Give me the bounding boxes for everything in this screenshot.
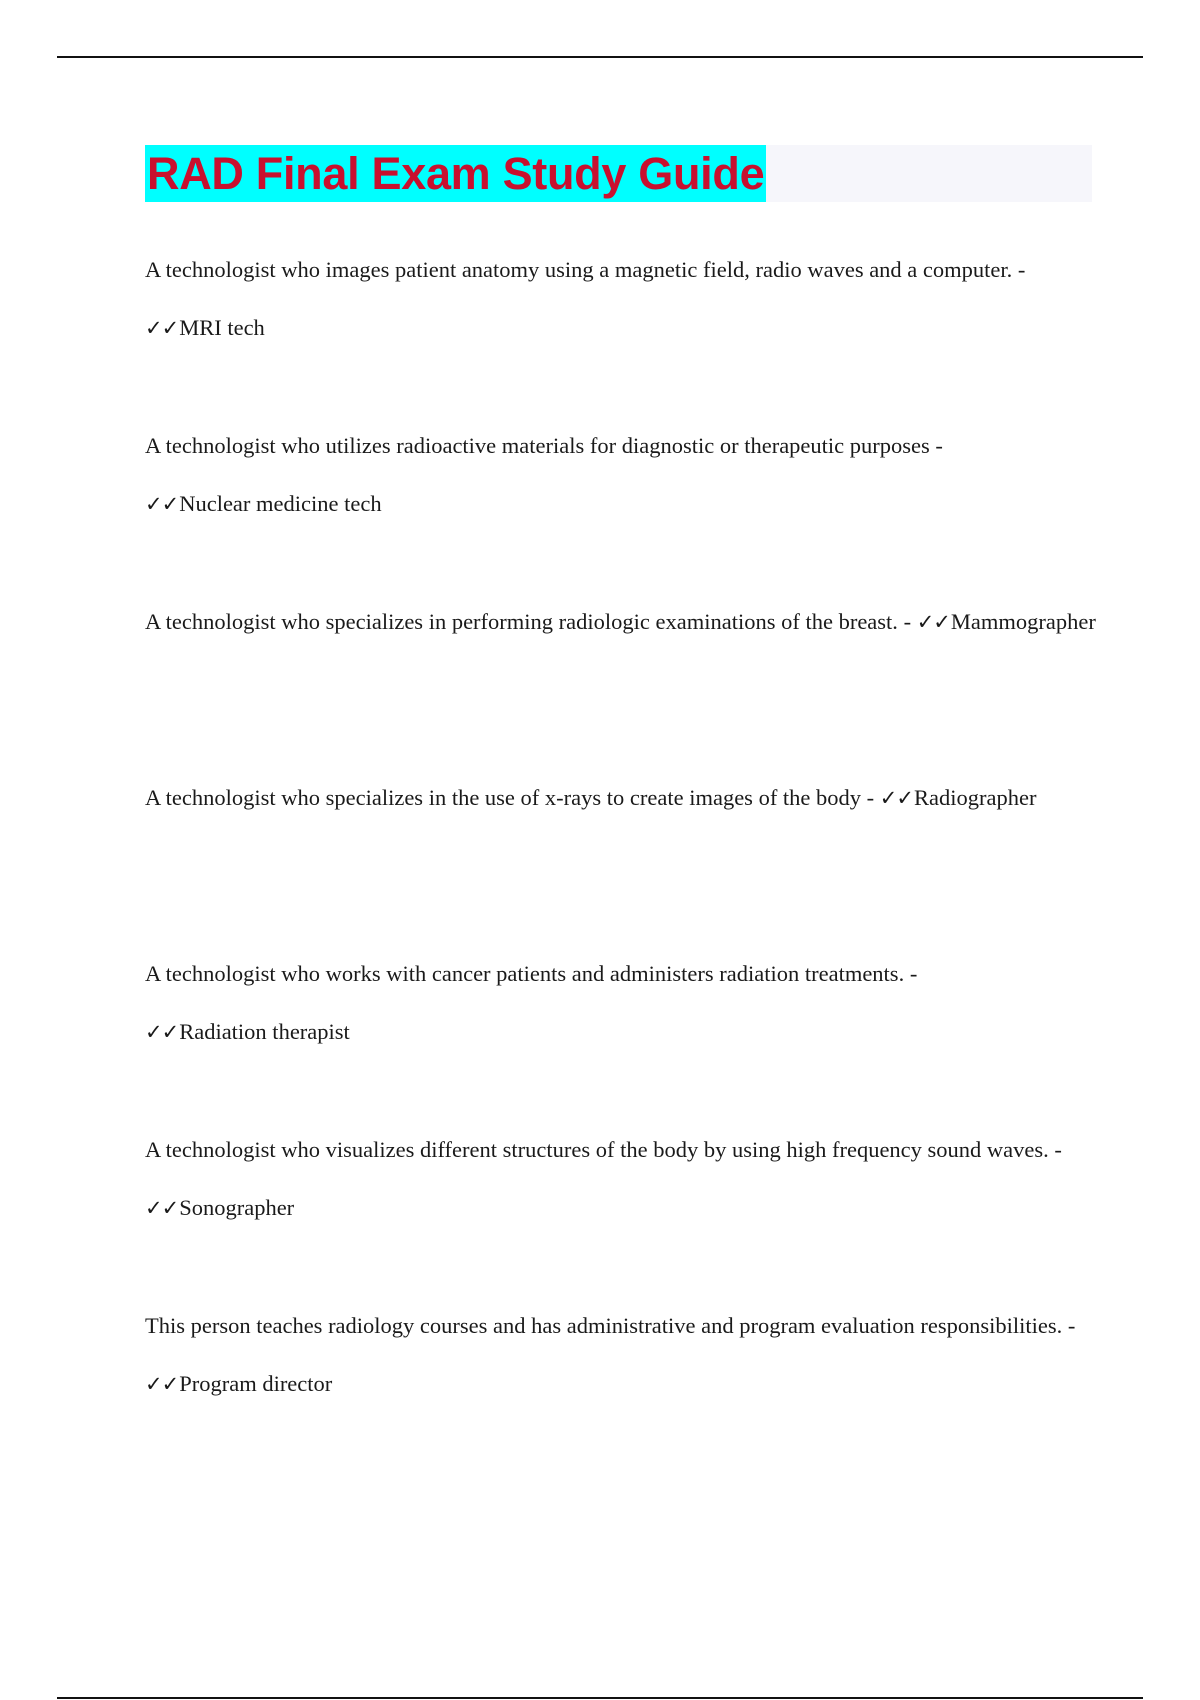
question-text: A technologist who works with cancer patients and administers radiation treatments. xyxy=(145,961,905,986)
answer-text: Radiation therapist xyxy=(179,1019,350,1044)
answer-text: Radiographer xyxy=(914,785,1037,810)
double-check-icon: ✓✓ xyxy=(145,316,179,340)
answer-text: Mammographer xyxy=(950,609,1096,634)
double-check-icon: ✓✓ xyxy=(879,786,913,810)
question-text: A technologist who images patient anatomy using a magnetic field, radio waves and a computer. xyxy=(145,257,1013,282)
separator: - xyxy=(861,785,880,810)
answer-text: Sonographer xyxy=(179,1195,295,1220)
separator: - xyxy=(904,961,918,986)
question-text: A technologist who specializes in performing radiologic examinations of the breast. xyxy=(145,609,898,634)
separator: - xyxy=(1048,1137,1062,1162)
flashcard-5 xyxy=(145,945,1105,1061)
flashcard-4 xyxy=(145,769,1105,827)
double-check-icon: ✓✓ xyxy=(145,1196,179,1220)
question-text: A technologist who visualizes different structures of the body by using high frequency sound waves. xyxy=(145,1137,1049,1162)
question-text: A technologist who specializes in the use of x-rays to create images of the body xyxy=(145,785,862,810)
answer-text: MRI tech xyxy=(179,315,265,340)
separator: - xyxy=(1062,1313,1076,1338)
double-check-icon: ✓✓ xyxy=(916,610,950,634)
flashcard-2 xyxy=(145,417,1105,533)
flashcard-3 xyxy=(145,593,1105,651)
footer-rule xyxy=(57,1697,1143,1699)
flashcard-6 xyxy=(145,1121,1105,1237)
answer-text: Program director xyxy=(179,1371,333,1396)
document-title: RAD Final Exam Study Guide xyxy=(145,145,766,202)
flashcard-7 xyxy=(145,1297,1105,1413)
question-text: This person teaches radiology courses and has administrative and program evaluation responsibilities. xyxy=(145,1313,1063,1338)
question-text: A technologist who utilizes radioactive materials for diagnostic or therapeutic purposes xyxy=(145,433,930,458)
double-check-icon: ✓✓ xyxy=(145,1372,179,1396)
separator: - xyxy=(1012,257,1026,282)
separator: - xyxy=(897,609,917,634)
header-rule xyxy=(57,56,1143,58)
double-check-icon: ✓✓ xyxy=(145,492,179,516)
separator: - xyxy=(929,433,943,458)
double-check-icon: ✓✓ xyxy=(145,1020,179,1044)
flashcard-1 xyxy=(145,241,1105,357)
answer-text: Nuclear medicine tech xyxy=(179,491,382,516)
